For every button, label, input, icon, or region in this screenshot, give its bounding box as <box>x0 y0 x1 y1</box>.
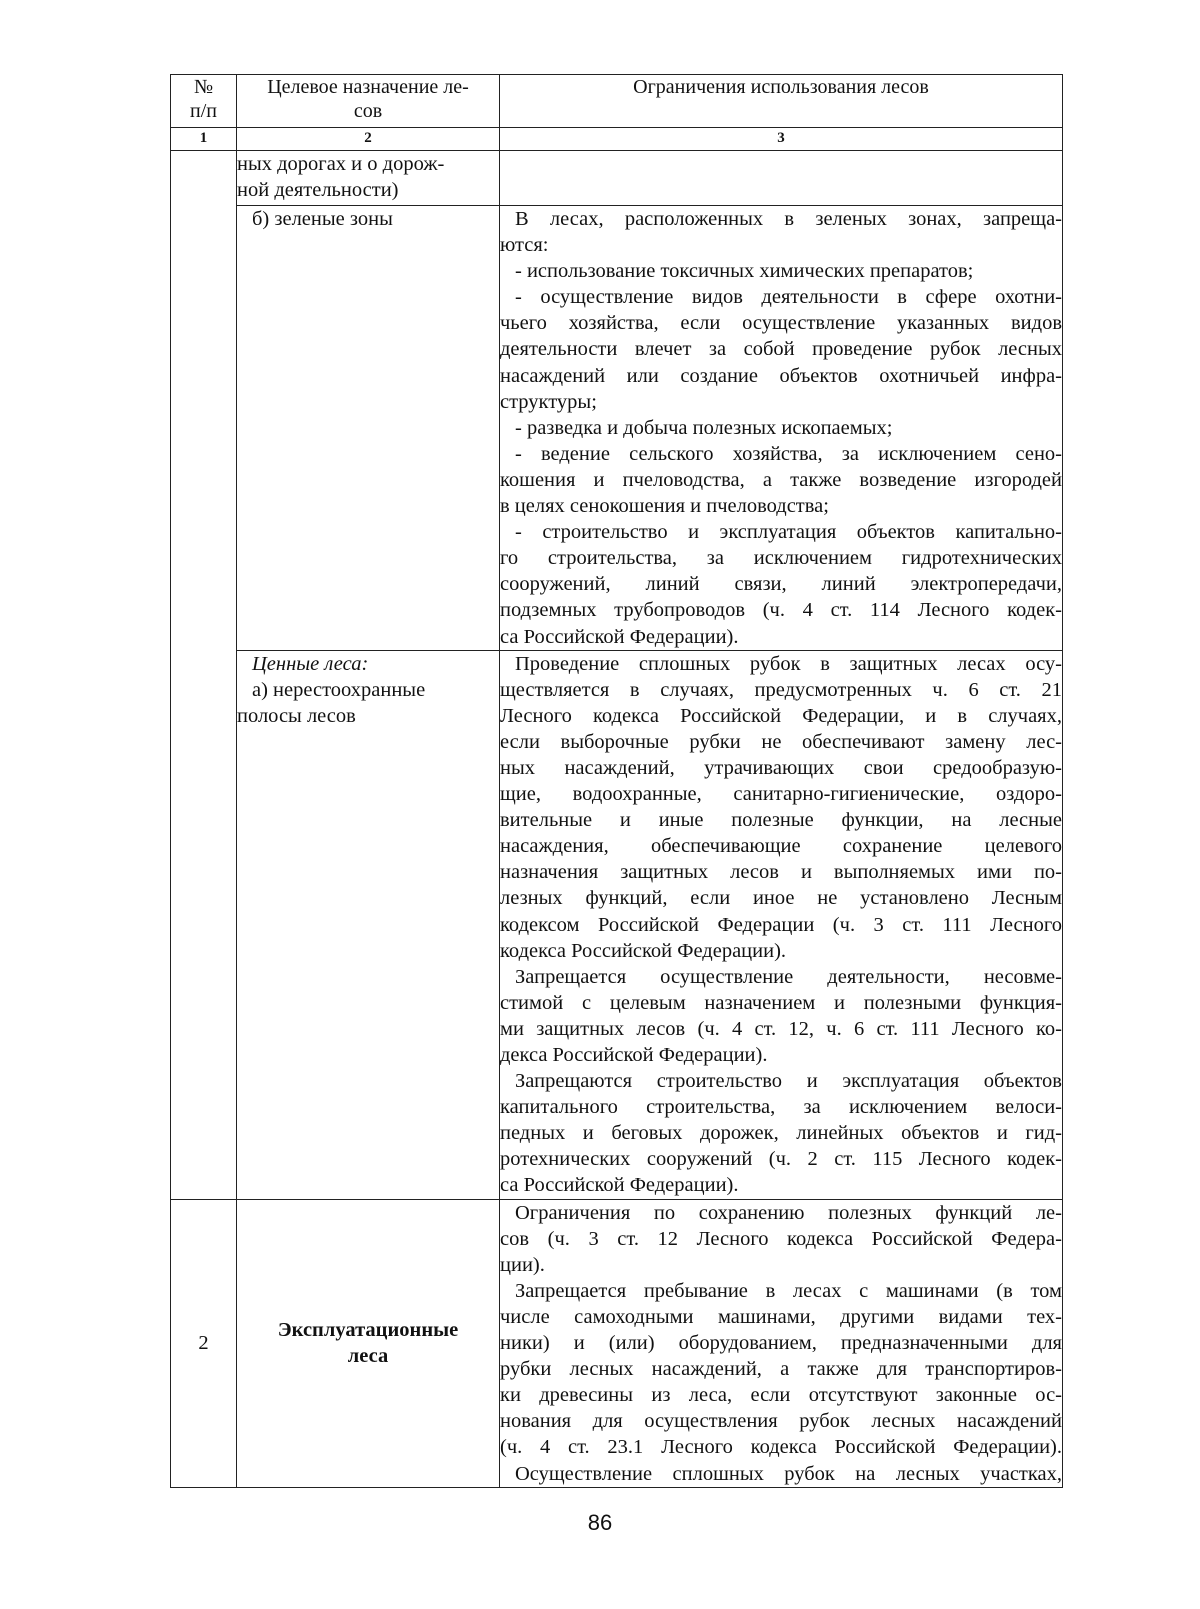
text-line: насаждений или создание объектов охотничьей инфра- <box>500 364 1062 387</box>
restrictions-cell <box>500 1199 1063 1487</box>
header-purpose-cell <box>237 75 500 128</box>
text-line: а) нерестоохранные <box>252 678 426 701</box>
text-line: - использование токсичных химических препаратов; <box>515 260 974 283</box>
text-line: б) зеленые зоны <box>252 208 393 230</box>
restrictions-cell <box>500 650 1063 1199</box>
text-line: декса Российской Федерации). <box>500 1044 768 1066</box>
text-line: кодекса Российской Федерации). <box>500 939 787 962</box>
text-line: В лесах, расположенных в зеленых зонах, запреща- <box>515 208 1062 230</box>
text-line: вительные и иные полезные функции, на лесные <box>500 809 1062 832</box>
text-line: кошения и пчеловодства, а также возведение изгородей <box>500 468 1062 491</box>
section-title: Эксплуатационные леса <box>277 1318 459 1368</box>
text-line: Лесного кодекса Российской Федерации, и в случаях, <box>500 704 1062 727</box>
text-line: стимой с целевым назначением и полезными функция- <box>500 991 1062 1014</box>
table-row-roads <box>171 151 1063 206</box>
text-line: Ценные леса: <box>252 652 369 675</box>
text-line: нования для осуществления рубок лесных насаждений <box>500 1410 1062 1433</box>
text-line: Осуществление сплошных рубок на лесных участках, <box>515 1462 1062 1485</box>
text-line: рубки лесных насаждений, а также для транспортиров- <box>500 1358 1062 1381</box>
table-row-green-zones <box>171 206 1063 651</box>
text-line: чьего хозяйства, если осуществление указанных видов <box>500 312 1062 335</box>
text-line: кодексом Российской Федерации (ч. 3 ст. 111 Лесного <box>500 913 1062 936</box>
page-number: 86 <box>587 1510 613 1535</box>
table-row-exploitation-forests <box>171 1199 1063 1487</box>
restrictions-table <box>170 74 1063 1488</box>
row-number: 2 <box>198 1332 209 1355</box>
text-line: деятельности влечет за собой проведение рубок лесных <box>500 338 1062 361</box>
text-line: Запрещается пребывание в лесах с машинами (в том <box>515 1279 1062 1302</box>
text-line: ной деятельности) <box>237 179 399 202</box>
header-purpose-line: Целевое назначение ле- <box>267 76 469 98</box>
header-number-cell <box>171 75 237 128</box>
column-number-row <box>171 128 1063 151</box>
text-line: са Российской Федерации). <box>500 625 739 648</box>
text-line: Запрещается осуществление деятельности, несовме- <box>515 965 1062 988</box>
text-line: если выборочные рубки не обеспечивают замену лес- <box>500 730 1062 753</box>
text-line: сооружений, линий связи, линий электропередачи, <box>500 573 1062 596</box>
header-number-line: № <box>193 76 214 98</box>
text-line: ми защитных лесов (ч. 4 ст. 12, ч. 6 ст. 111 Лесного ко- <box>500 1017 1062 1040</box>
column-number: 2 <box>237 128 500 151</box>
text-line: щие, водоохранные, санитарно-гигиенические, оздоро- <box>500 783 1062 806</box>
text-line: в целях сенокошения и пчеловодства; <box>500 495 829 518</box>
restrictions-cell <box>500 206 1063 651</box>
restrictions-cell-empty <box>500 151 1063 206</box>
header-restrictions-cell: Ограничения использования лесов <box>500 75 1063 128</box>
row-number-cell <box>171 1199 237 1487</box>
text-line: (ч. 4 ст. 23.1 Лесного кодекса Российской Федерации). <box>500 1436 1062 1459</box>
text-line: - осуществление видов деятельности в сфере охотни- <box>515 286 1062 309</box>
text-line: сов (ч. 3 ст. 12 Лесного кодекса Российской Федера- <box>500 1227 1062 1250</box>
text-line: ники) и (или) оборудованием, предназначенными для <box>500 1332 1062 1355</box>
text-line: Запрещаются строительство и эксплуатация объектов <box>515 1070 1062 1093</box>
text-line: лезных функций, если иное не установлено Лесным <box>500 887 1062 910</box>
header-number-line: п/п <box>190 100 217 122</box>
text-line: ществляется в случаях, предусмотренных ч. 6 ст. 21 <box>500 678 1062 701</box>
purpose-cell <box>237 151 500 206</box>
text-line: ных насаждений, утрачивающих свои средообразую- <box>500 756 1062 779</box>
column-number: 3 <box>500 128 1063 151</box>
text-line: полосы лесов <box>237 704 356 727</box>
header-purpose-line: сов <box>353 100 383 122</box>
number-cell-empty <box>171 151 237 1200</box>
text-line: ки древесины из леса, если отсутствуют законные ос- <box>500 1384 1062 1407</box>
text-line: Проведение сплошных рубок в защитных лесах осу- <box>515 652 1062 675</box>
text-line: структуры; <box>500 390 597 413</box>
text-line: - разведка и добыча полезных ископаемых; <box>515 416 893 439</box>
purpose-cell <box>237 1199 500 1487</box>
text-line: - ведение сельского хозяйства, за исключением сено- <box>515 442 1062 465</box>
text-line: числе самоходными машинами, другими видами тех- <box>500 1305 1062 1328</box>
text-line: - строительство и эксплуатация объектов капитально- <box>515 521 1062 544</box>
text-line: педных и беговых дорожек, линейных объектов и гид- <box>500 1122 1062 1145</box>
text-line: капитального строительства, за исключением велоси- <box>500 1096 1062 1119</box>
text-line: са Российской Федерации). <box>500 1174 739 1197</box>
table-header-row <box>171 75 1063 128</box>
text-line: насаждения, обеспечивающие сохранение целевого <box>500 835 1062 858</box>
text-line: Ограничения по сохранению полезных функций ле- <box>515 1201 1062 1224</box>
text-line: ротехнических сооружений (ч. 2 ст. 115 Лесного кодек- <box>500 1148 1062 1171</box>
text-line: подземных трубопроводов (ч. 4 ст. 114 Лесного кодек- <box>500 599 1062 622</box>
purpose-cell <box>237 206 500 651</box>
purpose-cell <box>237 650 500 1199</box>
text-line: го строительства, за исключением гидротехнических <box>500 547 1062 570</box>
table-row-valuable-forests <box>171 650 1063 1199</box>
text-line: ных дорогах и о дорож- <box>237 153 445 175</box>
column-number: 1 <box>171 128 237 151</box>
text-line: ции). <box>500 1253 545 1276</box>
text-line: ются: <box>500 234 549 257</box>
text-line: назначения защитных лесов и выполняемых ими по- <box>500 861 1062 884</box>
